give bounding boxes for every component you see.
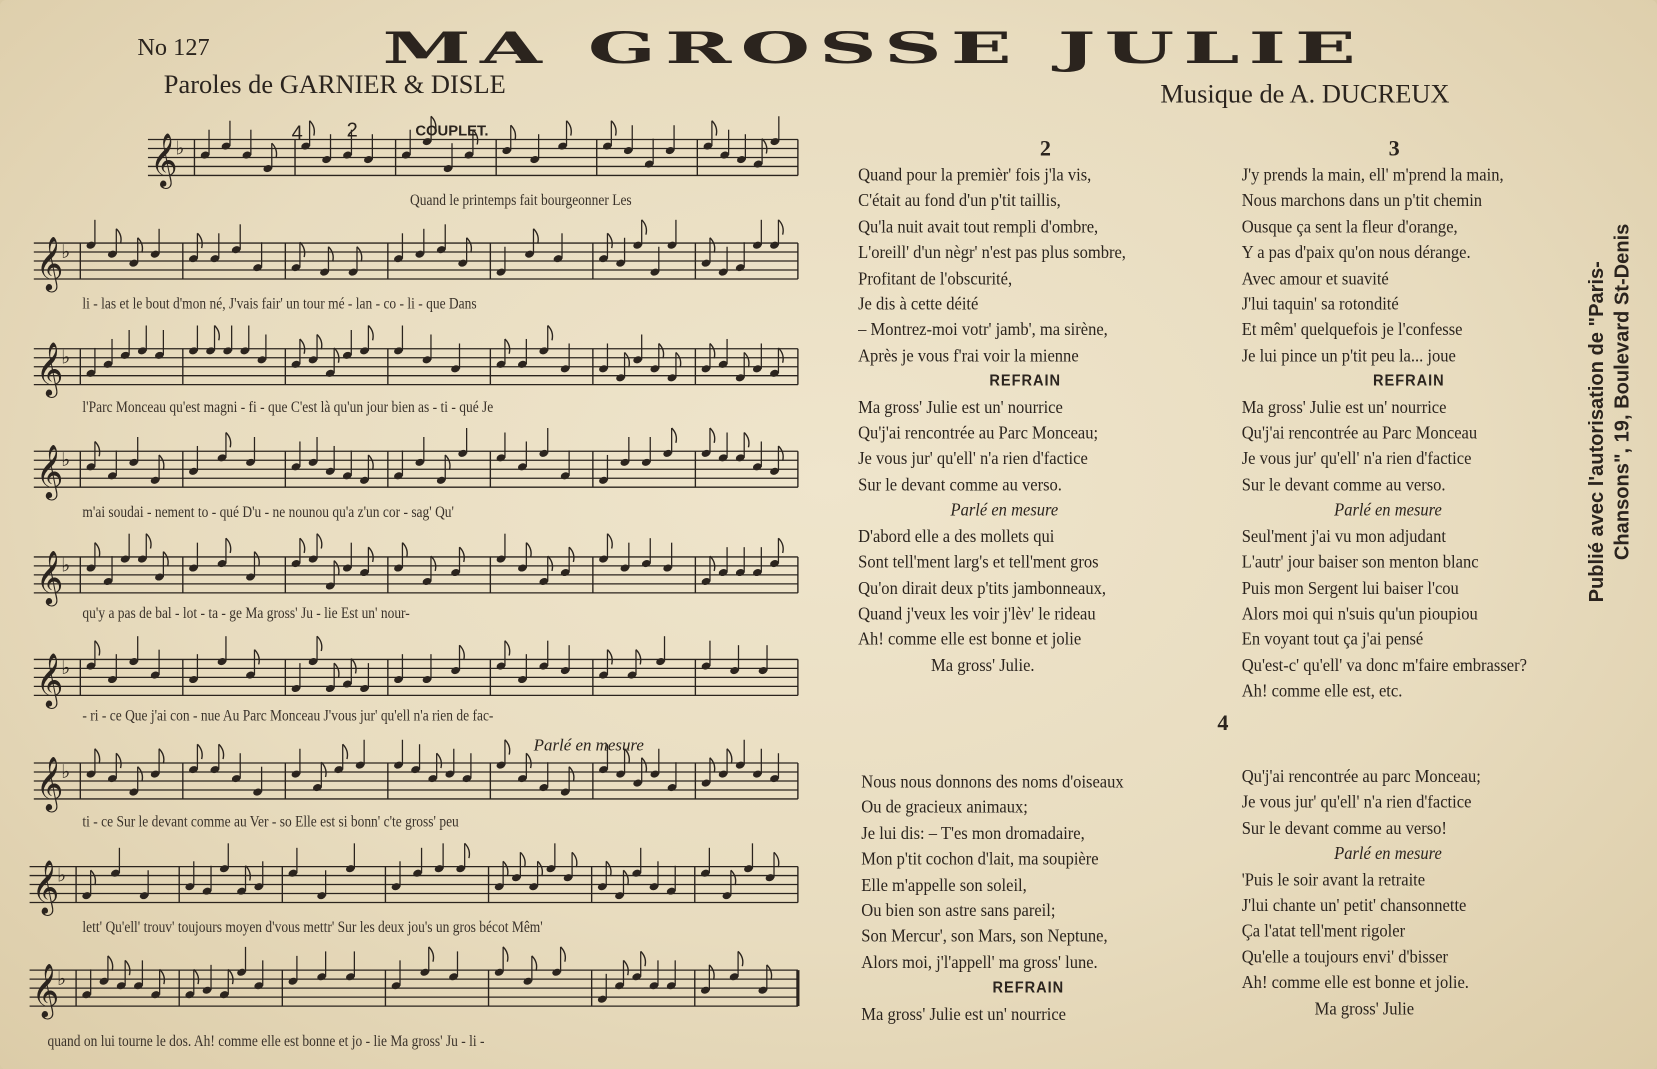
note-flag [437,753,442,768]
note-flag [731,870,736,885]
note-flag [569,547,574,562]
verse-line: J'y prends la main, ell' m'prend la main, [1241,164,1504,185]
note-flag [676,352,681,367]
refrain-label: REFRAIN [989,372,1062,391]
note-flag [116,753,121,768]
verse-line: Qu'elle a toujours envi' d'bisser [1241,946,1449,967]
note-flag [138,767,143,782]
note-flag [215,325,220,340]
note-flag [607,534,612,549]
song-number: No 127 [137,33,210,61]
verse-line: Qu'j'ai rencontrée au Parc Monceau [1241,422,1478,443]
note-flag [567,121,572,136]
lyricist: Paroles de GARNIER & DISLE [163,70,506,100]
note-flag [300,538,305,553]
verse-line: Je vous jur' qu'ell' n'a rien d'factice [858,448,1088,469]
verse-4-left [861,769,1123,1027]
note-flag [710,556,715,571]
note-flag [727,749,732,764]
parle-label: Parlé en mesure [950,500,1059,521]
verse-line: Ou bien son astre sans pareil; [861,900,1056,921]
verse-line: Je vous jur' qu'ell' n'a rien d'factice [1241,448,1472,469]
verse-number: 2 [1039,135,1051,161]
score-lyric-line: li - las et le bout d'mon né, J'vais fair' un tour mé - lan - co - li - que Dans [82,295,477,313]
treble-clef-icon: 𝄞 [150,132,178,187]
note-flag [762,139,767,154]
note-flag [611,121,616,136]
treble-clef-icon: 𝄞 [35,755,64,810]
verse-line: Nous marchons dans un p'tit chemin [1241,190,1483,211]
note-flag [254,650,259,665]
note-flag [431,556,436,571]
verse-line: Quand pour la premièr' fois j'la vis, [858,164,1092,185]
verse-line: C'était au fond d'un p'tit taillis, [858,190,1061,211]
verse-line: Avec amour et suavité [1241,268,1389,289]
verse-line: Ah! comme elle est bonne et jolie. [1241,972,1469,993]
note-flag [445,455,450,470]
verse-line: Ma gross' Julie est un' nourrice [1241,396,1447,418]
note-flag [641,951,646,966]
verse-line: 'Puis le soir avant la retraite [1241,869,1426,890]
note-flag [368,547,373,562]
note-flag [138,238,143,253]
note-flag [328,247,333,262]
note-flag [607,233,612,248]
verse-line: J'lui chante un' petit' chansonnette [1241,895,1467,916]
publication-note-line: Chansons", 19, Boulevard St-Denis [1611,223,1634,561]
note-flag [226,538,231,553]
treble-clef-icon: 𝄞 [35,652,64,707]
note-flag [160,969,165,984]
note-flag [503,947,508,962]
verse-line: J'lui taquin' sa rotondité [1241,293,1399,314]
note-flag [642,758,647,773]
verse-line: Ah! comme elle est, etc. [1241,680,1403,701]
note-flag [467,238,472,253]
verse-end: Ma gross' Julie. [931,654,1035,675]
key-flat-icon: ♭ [61,241,71,263]
note-flag [402,543,407,558]
verse-line: Seul'ment j'ai vu mon adjudant [1241,525,1447,547]
score-lyric-line: l'Parc Monceau qu'est magni - fi - que C'est là qu'un jour bien as - ti - qué Je [82,399,494,417]
note-flag [194,969,199,984]
note-flag [548,325,553,340]
note-flag [429,947,434,962]
note-flag [321,762,326,777]
note-flag [712,121,717,136]
verse-2 [858,163,1126,679]
verse-line: Qu'est-c' qu'ell' va donc m'faire embrasser? [1241,654,1527,675]
note-flag [91,870,96,885]
note-flag [310,121,315,136]
note-flag [228,969,233,984]
verse-line: Qu'j'ai rencontrée au parc Monceau; [1241,766,1481,787]
note-flag [526,753,531,768]
composer: Musique de A. DUCREUX [1160,80,1450,109]
note-flag [778,538,783,553]
note-flag [459,547,464,562]
verse-line: Qu'j'ai rencontrée au Parc Monceau; [858,422,1099,443]
note-flag [709,965,714,980]
note-flag [334,348,339,363]
treble-clef-icon: 𝄞 [31,859,60,914]
note-flag [710,238,715,253]
note-flag [219,744,224,759]
key-flat-icon: ♭ [175,138,185,160]
score-lyric-line: qu'y a pas de bal - lot - ta - ge Ma gross' Ju - lie Est un' nour- [82,605,410,623]
couplet-label: COUPLET. [415,121,489,139]
song-title: MA GROSSE JULIE [382,23,1365,74]
note-flag [503,861,508,876]
verse-line: Sur le devant comme au verso. [1241,474,1446,495]
key-flat-icon: ♭ [61,555,71,577]
note-flag [334,663,339,678]
key-flat-icon: ♭ [57,968,67,990]
refrain-label: REFRAIN [992,978,1065,997]
note-flag [351,659,356,674]
note-flag [606,861,611,876]
verse-line: Quand j'veux les voir j'lèv' le rideau [858,603,1096,624]
note-flag [532,956,537,971]
verse-line: En voyant tout ça j'ai pensé [1241,629,1424,650]
verse-line: Ça l'atat tell'ment rigoler [1241,920,1406,942]
time-mark: 2 [346,119,358,142]
verse-line: Sur le devant comme au verso. [858,474,1062,495]
note-flag [623,960,628,975]
note-flag [125,960,130,975]
note-flag [505,740,510,755]
note-flag [778,220,783,235]
verse-line: D'abord elle a des mollets qui [858,525,1055,547]
note-flag [659,343,664,358]
key-flat-icon: ♭ [61,761,71,783]
note-flag [744,432,749,447]
verse-line: Qu'la nuit avait tout rempli d'ombre, [858,216,1099,237]
score-lyric-line: lett' Qu'ell' trouv' toujours moyen d'vous mettr' Sur les deux jou's un gros bécot Mêm' [82,919,543,937]
note-flag [95,641,100,656]
verse-line: – Montrez-moi votr' jamb', ma sirène, [858,319,1108,340]
note-flag [357,247,362,262]
note-flag [569,767,574,782]
verse-line: Alors moi qui n'suis qu'un pioupiou [1241,603,1478,624]
verse-line: L'oreill' d'un nègr' n'est pas plus sombre, [858,242,1126,263]
note-flag [672,428,677,443]
treble-clef-icon: 𝄞 [35,444,64,499]
note-flag [744,352,749,367]
verse-line: Je lui pince un p'tit peu la... joue [1241,345,1456,366]
note-flag [561,947,566,962]
key-flat-icon: ♭ [61,347,71,369]
note-flag [197,744,202,759]
note-flag [226,432,231,447]
verse-line: Elle m'appelle son soleil, [861,874,1027,895]
note-flag [108,956,113,971]
note-flag [317,534,322,549]
note-flag [505,641,510,656]
note-flag [159,749,164,764]
note-flag [246,866,251,881]
score-lyric-line: Quand le printemps fait bourgeonner Les [410,192,632,210]
note-flag [774,852,779,867]
verse-line: Ousque ça sent la fleur d'orange, [1241,216,1458,237]
verse-line: Ma gross' Julie est un' nourrice [861,1003,1067,1024]
score-lyric-line: quand on lui tourne le dos. Ah! comme elle est bonne et jo - lie Ma gross' Ju - li - [47,1033,485,1051]
note-flag [767,965,772,980]
note-flag [95,543,100,558]
note-flag [572,852,577,867]
verse-line: Ah! comme elle est bonne et jolie [858,629,1082,650]
note-flag [710,428,715,443]
note-flag [300,242,305,257]
note-flag [300,339,305,354]
verse-line: Après je vous f'rai voir la mienne [858,345,1079,366]
treble-clef-icon: 𝄞 [35,341,64,396]
verse-line: Et mêm' quelquefois je l'confesse [1241,319,1463,340]
note-flag [533,229,538,244]
note-flag [254,552,259,567]
note-flag [511,125,516,140]
time-mark: 4 [291,122,303,145]
key-flat-icon: ♭ [61,658,71,680]
publication-note [1585,224,1636,603]
note-flag [548,556,553,571]
verse-line: Qu'on dirait deux p'tits jambonneaux, [858,577,1107,598]
verse-line: Ma gross' Julie est un' nourrice [858,396,1063,418]
note-flag [95,441,100,456]
parle-label: Parlé en mesure [1334,500,1442,521]
note-flag [465,843,470,858]
verse-line: Ou de gracieux animaux; [861,797,1028,818]
verse-number: 4 [1217,710,1229,736]
note-flag [197,233,202,248]
score-lyric-line: ti - ce Sur le devant comme au Ver - so Elle est si bonn' c'te gross' peu [82,813,459,831]
note-flag [159,455,164,470]
verse-line: Puis mon Sergent lui baiser l'cou [1241,577,1459,598]
verse-line: Je vous jur' qu'ell' n'a rien d'factice [1241,791,1472,813]
note-flag [317,636,322,651]
note-flag [636,650,641,665]
verse-line: Nous nous donnons des noms d'oiseaux [861,771,1124,792]
verse-line: Profitant de l'obscurité, [858,268,1013,289]
note-flag [778,348,783,363]
parle-label: Parlé en mesure [1334,843,1442,864]
note-flag [317,334,322,349]
parle-label: Parlé en mesure [533,736,644,755]
note-flag [505,339,510,354]
note-flag [334,561,339,576]
refrain-label: REFRAIN [1372,372,1445,391]
treble-clef-icon: 𝄞 [31,963,60,1018]
note-flag [710,343,715,358]
note-flag [343,744,348,759]
note-flag [459,645,464,660]
note-flag [607,650,612,665]
note-flag [538,861,543,876]
note-flag [520,852,525,867]
verse-4-right [1242,764,1481,1022]
note-flag [710,758,715,773]
treble-clef-icon: 𝄞 [35,235,64,290]
verse-number: 3 [1388,135,1400,161]
note-flag [738,951,743,966]
verse-line: Y a pas d'paix qu'on nous dérange. [1241,242,1471,263]
verse-line: L'autr' jour baiser son menton blanc [1241,551,1479,572]
verse-line: Je lui dis: – T'es mon dromadaire, [861,823,1085,844]
verse-line: Son Mercur', son Mars, son Neptune, [861,926,1108,947]
key-flat-icon: ♭ [57,865,67,887]
note-flag [625,352,630,367]
verse-line: Alors moi, j'l'appell' ma gross' lune. [861,952,1098,973]
verse-line: Mon p'tit cochon d'lait, ma soupière [861,848,1099,869]
score-lyric-line: m'ai soudai - nement to - qué D'u - ne nounou qu'a z'un cor - sag' Qu' [82,504,454,522]
verse-line: Je dis à cette déité [858,293,979,314]
note-flag [163,552,168,567]
score-lyric-line: - ri - ce Que j'ai con - nue Au Parc Monceau J'vous jur' qu'ell n'a rien de fac- [82,708,494,725]
note-flag [95,749,100,764]
note-flag [368,325,373,340]
key-flat-icon: ♭ [61,450,71,472]
note-flag [116,229,121,244]
verse-line: Sur le devant comme au verso! [1241,817,1447,838]
note-flag [368,455,373,470]
treble-clef-icon: 𝄞 [35,549,64,604]
note-flag [272,143,277,158]
verse-end: Ma gross' Julie [1314,998,1415,1019]
note-flag [526,543,531,558]
verse-line: Sont tell'ment larg's et tell'ment gros [858,551,1099,572]
verse-3 [1242,163,1527,705]
note-flag [146,534,151,549]
publication-note-line: Publié avec l'autorisation de "Paris- [1586,261,1609,603]
note-flag [623,870,628,885]
note-flag [642,220,647,235]
note-flag [778,446,783,461]
